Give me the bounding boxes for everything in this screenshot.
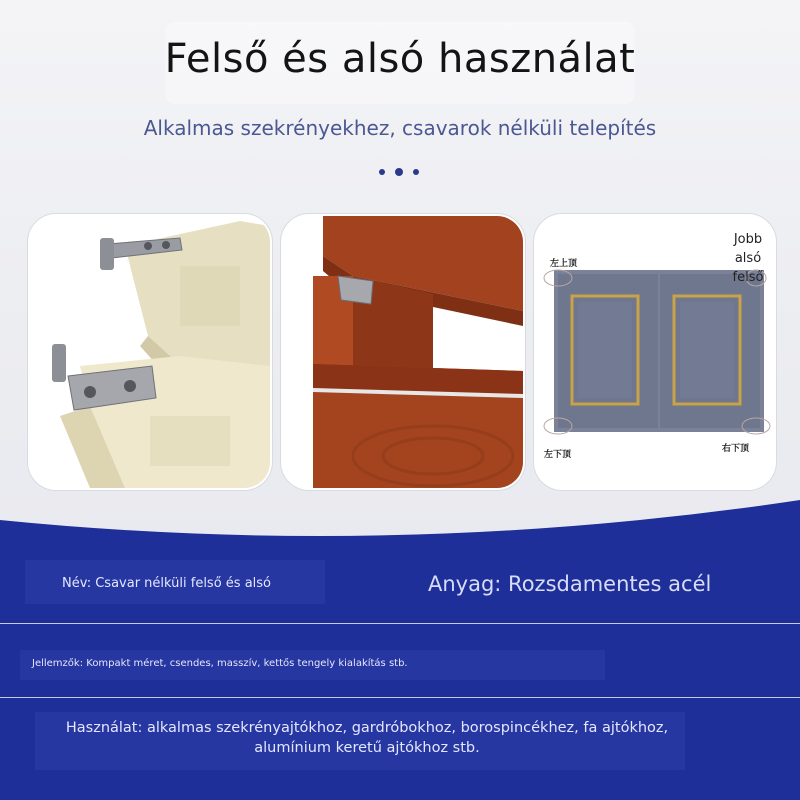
spec-features: Jellemzők: Kompakt méret, csendes, masszív, kettős tengely kialakítás stb. xyxy=(32,658,408,669)
spec-name: Név: Csavar nélküli felső és alsó xyxy=(62,576,271,591)
label-right-line: alsó xyxy=(734,251,762,266)
label-right-side xyxy=(725,230,771,287)
label-right-line: Jobb xyxy=(733,232,763,247)
divider xyxy=(0,697,800,698)
photo-hinge-blocks xyxy=(30,216,270,488)
page-title: Felső és alsó használat xyxy=(164,36,636,82)
label-top-left: 左上顶 xyxy=(550,259,578,269)
decorative-dots xyxy=(377,167,423,177)
label-right-line: felső xyxy=(732,270,764,285)
photo-wooden-corner xyxy=(283,216,523,488)
page-subtitle: Alkalmas szekrényekhez, csavarok nélküli telepítés xyxy=(143,116,657,140)
dot-icon xyxy=(379,169,385,175)
spec-usage-line1: Használat: alkalmas szekrényajtókhoz, gardróbokhoz, borospincékhez, fa ajtókhoz, xyxy=(65,720,669,736)
dot-icon xyxy=(413,169,419,175)
dot-icon xyxy=(395,168,403,176)
label-bottom-right: 右下顶 xyxy=(722,444,750,454)
spec-usage-line2: alumínium keretű ajtókhoz stb. xyxy=(254,740,480,756)
spec-material: Anyag: Rozsdamentes acél xyxy=(428,572,712,596)
divider xyxy=(0,623,800,624)
label-bottom-left: 左下顶 xyxy=(544,450,572,460)
